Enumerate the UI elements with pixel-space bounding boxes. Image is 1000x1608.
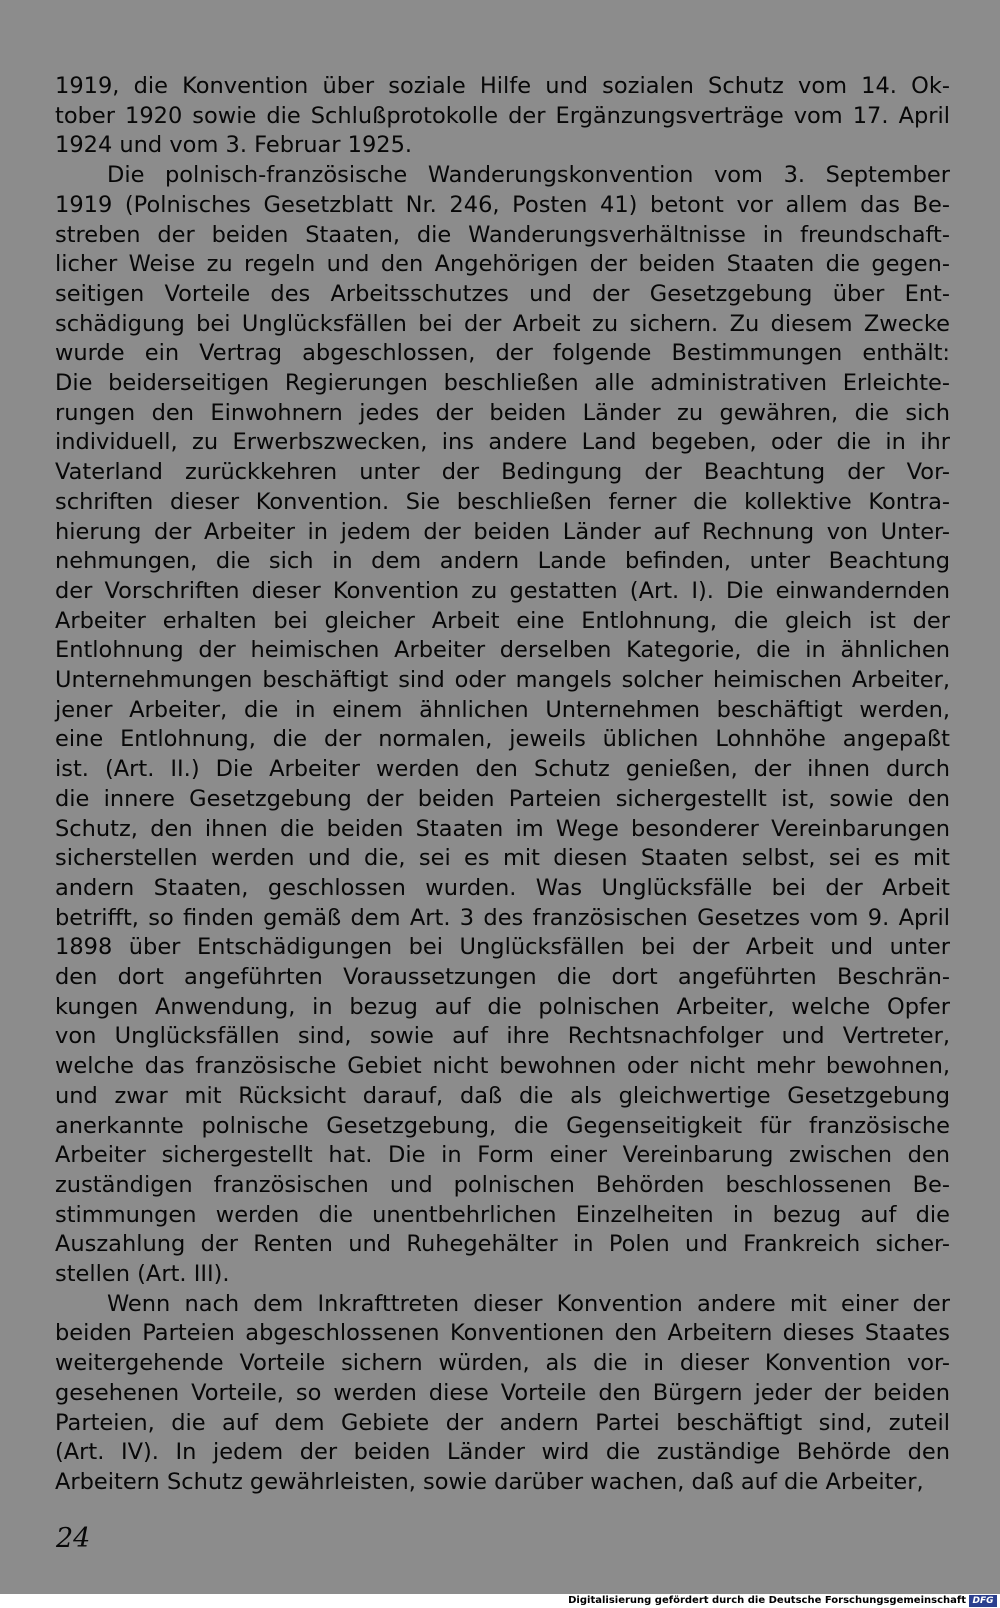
text-line: von Unglücksfällen sind, sowie auf ihre Rechtsnachfolger und Vertreter,: [55, 1023, 950, 1050]
text-line: betrifft, so finden gemäß dem Art. 3 des französischen Gesetzes vom 9. April: [55, 904, 950, 931]
text-line: jener Arbeiter, die in einem ähnlichen Unternehmen beschäftigt werden,: [55, 696, 950, 723]
text-line: der Vorschriften dieser Konvention zu gestatten (Art. I). Die einwandernden: [55, 577, 950, 604]
text-line: eine Entlohnung, die der normalen, jeweils üblichen Lohnhöhe angepaßt: [55, 726, 950, 753]
text-line: licher Weise zu regeln und den Angehörigen der beiden Staaten die gegen-: [55, 251, 950, 278]
text-line: welche das französische Gebiet nicht bewohnen oder nicht mehr bewohnen,: [55, 1053, 950, 1080]
text-line: Vaterland zurückkehren unter der Bedingung der Beachtung der Vor-: [55, 459, 950, 486]
text-line: schädigung bei Unglücksfällen bei der Arbeit zu sichern. Zu diesem Zwecke: [55, 310, 950, 337]
page-number: 24: [56, 1523, 91, 1554]
text-line: rungen den Einwohnern jedes der beiden Länder zu gewähren, die sich: [55, 399, 950, 426]
text-line: anerkannte polnische Gesetzgebung, die Gegenseitigkeit für französische: [55, 1112, 950, 1139]
text-line: Schutz, den ihnen die beiden Staaten im Wege besonderer Vereinbarungen: [55, 815, 950, 842]
text-line: Die polnisch-französische Wanderungskonvention vom 3. September: [107, 162, 950, 189]
text-line: gesehenen Vorteile, so werden diese Vorteile den Bürgern jeder der beiden: [55, 1379, 950, 1406]
text-line: zuständigen französischen und polnischen Behörden beschlossenen Be-: [55, 1171, 950, 1198]
text-line: den dort angeführten Voraussetzungen die dort angeführten Beschrän-: [55, 964, 950, 990]
dfg-logo: DFG: [969, 1595, 997, 1607]
text-line: (Art. IV). In jedem der beiden Länder wird die zuständige Behörde den: [55, 1439, 950, 1466]
text-line: und zwar mit Rücksicht darauf, daß die als gleichwertige Gesetzgebung: [55, 1082, 950, 1109]
text-line: streben der beiden Staaten, die Wanderungsverhältnisse in freundschaft-: [55, 221, 950, 248]
text-line: andern Staaten, geschlossen wurden. Was Unglücksfälle bei der Arbeit: [55, 874, 950, 901]
text-line: 1924 und vom 3. Februar 1925.: [55, 132, 413, 159]
text-line: stellen (Art. III).: [55, 1261, 230, 1287]
text-line: Die beiderseitigen Regierungen beschließen alle administrativen Erleichte-: [55, 370, 950, 396]
text-line: Auszahlung der Renten und Ruhegehälter in Polen und Frankreich sicher-: [55, 1231, 950, 1258]
text-line: individuell, zu Erwerbszwecken, ins andere Land begeben, oder die in ihr: [55, 429, 950, 456]
text-line: wurde ein Vertrag abgeschlossen, der folgende Bestimmungen enthält:: [55, 340, 950, 367]
text-line: Arbeiter erhalten bei gleicher Arbeit eine Entlohnung, die gleich ist der: [55, 607, 950, 634]
text-line: Parteien, die auf dem Gebiete der andern Partei beschäftigt sind, zuteil: [55, 1409, 950, 1436]
text-line: nehmungen, die sich in dem andern Lande befinden, unter Beachtung: [55, 548, 950, 575]
text-line: Arbeitern Schutz gewährleisten, sowie darüber wachen, daß auf die Arbeiter,: [55, 1468, 924, 1495]
text-line: 1919 (Polnisches Gesetzblatt Nr. 246, Posten 41) betont vor allem das Be-: [55, 191, 950, 218]
text-line: Unternehmungen beschäftigt sind oder mangels solcher heimischen Arbeiter,: [55, 667, 950, 693]
text-line: Entlohnung der heimischen Arbeiter derselben Kategorie, die in ähnlichen: [55, 637, 950, 664]
text-line: seitigen Vorteile des Arbeitsschutzes und der Gesetzgebung über Ent-: [55, 280, 950, 307]
text-line: 1919, die Konvention über soziale Hilfe und sozialen Schutz vom 14. Ok-: [55, 73, 950, 99]
text-line: kungen Anwendung, in bezug auf die polnischen Arbeiter, welche Opfer: [55, 993, 950, 1020]
footer-bar: [0, 1594, 1000, 1608]
text-line: sicherstellen werden und die, sei es mit diesen Staaten selbst, sei es mit: [55, 845, 950, 872]
text-line: hierung der Arbeiter in jedem der beiden Länder auf Rechnung von Unter-: [55, 518, 950, 545]
text-line: tober 1920 sowie die Schlußprotokolle der Ergänzungsverträge vom 17. April: [55, 102, 950, 129]
text-line: 1898 über Entschädigungen bei Unglücksfällen bei der Arbeit und unter: [55, 934, 950, 961]
text-line: schriften dieser Konvention. Sie beschließen ferner die kollektive Kontra-: [55, 488, 950, 515]
text-line: Arbeiter sichergestellt hat. Die in Form einer Vereinbarung zwischen den: [55, 1142, 950, 1169]
text-line: die innere Gesetzgebung der beiden Parteien sichergestellt ist, sowie den: [55, 785, 950, 812]
text-line: beiden Parteien abgeschlossenen Konventionen den Arbeitern dieses Staates: [55, 1320, 950, 1347]
text-line: Wenn nach dem Inkrafttreten dieser Konvention andere mit einer der: [107, 1290, 950, 1317]
digitization-credit: Digitalisierung gefördert durch die Deutsche Forschungsgemeinschaft: [568, 1595, 966, 1606]
text-line: stimmungen werden die unentbehrlichen Einzelheiten in bezug auf die: [55, 1201, 950, 1228]
text-line: weitergehende Vorteile sichern würden, als die in dieser Konvention vor-: [55, 1350, 950, 1377]
text-line: ist. (Art. II.) Die Arbeiter werden den Schutz genießen, der ihnen durch: [55, 756, 950, 783]
